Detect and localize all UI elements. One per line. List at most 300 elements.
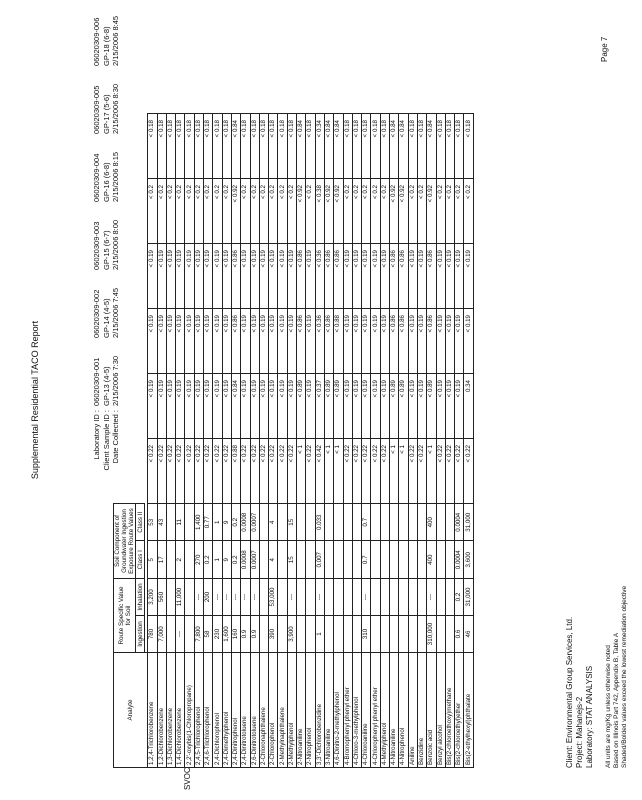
inhalation-cell: --- [231, 579, 240, 616]
ingestion-cell: 58 [204, 616, 213, 653]
result-cell: < 0.2 [408, 179, 417, 244]
result-cell: < 0.22 [445, 439, 454, 504]
result-cell: < 0.19 [417, 309, 426, 374]
class2-cell [185, 504, 194, 542]
result-cell: < 1 [324, 439, 333, 504]
footnote: Based on Illinois Part 742, Appendix B, Table A [613, 632, 620, 768]
inhalation-cell: 560 [157, 579, 166, 616]
result-cell: < 0.19 [204, 309, 213, 374]
result-cell: < 0.18 [343, 114, 352, 179]
result-cell: < 0.2 [371, 179, 380, 244]
result-cell: < 0.2 [306, 179, 315, 244]
ingestion-cell [259, 616, 268, 653]
analyte-cell: 1,3-Dichlorobenzene [166, 653, 175, 768]
ingestion-cell: 230 [213, 616, 222, 653]
date-label: Date Collected : [111, 410, 120, 464]
result-cell: < 0.22 [436, 439, 445, 504]
ingestion-cell [306, 616, 315, 653]
inhalation-cell [334, 579, 343, 616]
result-cell: < 0.22 [408, 439, 417, 504]
result-cell: < 0.2 [166, 179, 175, 244]
result-cell: < 0.19 [148, 244, 157, 309]
sample-id: GP-18 (6-8) [101, 26, 111, 66]
result-cell: < 0.2 [213, 179, 222, 244]
section-label: SVOC [183, 767, 192, 790]
table-row [213, 114, 222, 768]
result-cell: < 0.86 [390, 244, 399, 309]
result-cell: < 0.22 [269, 439, 278, 504]
analyte-cell: 2,2'-oxybis(1-Chloropropane) [185, 653, 194, 768]
class2-cell: 0.0008 [241, 504, 250, 542]
inhalation-cell [371, 579, 380, 616]
result-cell: < 0.86 [297, 309, 306, 374]
class1-cell: 0.7 [362, 541, 371, 579]
result-cell: < 0.2 [436, 179, 445, 244]
class2-cell: 11 [176, 504, 185, 542]
result-cell: < 0.19 [250, 244, 259, 309]
analyte-cell: 2-Chlorophenol [269, 653, 278, 768]
table-row [390, 114, 399, 768]
result-cell: < 0.19 [213, 309, 222, 374]
lab-id: 06020309-003 [92, 221, 101, 270]
ingestion-header: Ingestion [136, 616, 145, 653]
class2-cell [352, 504, 361, 542]
inhalation-cell: --- [315, 579, 324, 616]
analyte-cell: 3,3'-Dichlorobenzidine [315, 653, 324, 768]
analyte-cell: Bis(2-chloroethoxy)methane [445, 653, 454, 768]
ingestion-cell: 780 [148, 616, 157, 653]
ingestion-cell: 7,000 [157, 616, 166, 653]
table-row [315, 114, 324, 768]
class2-header: Class II [136, 504, 145, 542]
analyte-cell: 1,2-Dichlorobenzene [157, 653, 166, 768]
inhalation-cell [166, 579, 175, 616]
ingestion-cell [408, 616, 417, 653]
inhalation-cell [445, 579, 454, 616]
result-cell: < 0.18 [269, 114, 278, 179]
result-cell: < 1 [390, 439, 399, 504]
result-cell: < 0.89 [390, 374, 399, 439]
result-cell: < 0.2 [380, 179, 389, 244]
analyte-cell: 4-Nitrophenol [399, 653, 408, 768]
result-cell: < 0.19 [269, 309, 278, 374]
result-cell: < 0.2 [222, 179, 231, 244]
result-cell: < 0.22 [417, 439, 426, 504]
result-cell: < 0.18 [352, 114, 361, 179]
analyte-cell: 4-Nitroaniline [390, 653, 399, 768]
date-collected: 2/15/2006 7:45 [111, 287, 120, 338]
class1-cell [334, 541, 343, 579]
inhalation-cell [436, 579, 445, 616]
result-cell: < 0.86 [399, 244, 408, 309]
ingestion-cell: 1,600 [222, 616, 231, 653]
class1-cell [445, 541, 454, 579]
result-cell: < 0.19 [371, 244, 380, 309]
result-cell: < 0.19 [250, 374, 259, 439]
sample-id: GP-16 (6-8) [101, 162, 111, 202]
inhalation-cell [259, 579, 268, 616]
analyte-cell: Benzoic acid [427, 653, 436, 768]
class1-cell: 1 [213, 541, 222, 579]
sample-id: GP-15 (6-7) [101, 230, 111, 270]
inhalation-cell [297, 579, 306, 616]
analyte-cell: 4-Chloro-3-methylphenol [352, 653, 361, 768]
result-cell: < 0.19 [222, 244, 231, 309]
results-table [113, 113, 474, 768]
table-row [408, 114, 417, 768]
table-row [222, 114, 231, 768]
result-cell: < 0.89 [427, 374, 436, 439]
class2-cell [408, 504, 417, 542]
class1-cell [352, 541, 361, 579]
class2-cell [334, 504, 343, 542]
result-cell: < 0.19 [343, 244, 352, 309]
result-cell: < 0.22 [157, 439, 166, 504]
result-cell: < 0.2 [343, 179, 352, 244]
result-cell: < 0.22 [204, 439, 213, 504]
class2-cell: 400 [427, 504, 436, 542]
result-cell: < 0.92 [324, 179, 333, 244]
sample-id: GP-14 (4-5) [101, 298, 111, 338]
result-cell: < 0.18 [445, 114, 454, 179]
table-row [194, 114, 203, 768]
ingestion-cell: 390 [269, 616, 278, 653]
result-cell: < 0.19 [455, 309, 464, 374]
inhalation-cell: --- [222, 579, 231, 616]
result-cell: < 0.19 [194, 244, 203, 309]
class1-cell: 0.007 [315, 541, 324, 579]
lab-id-label: Laboratory ID : [92, 410, 101, 460]
result-cell: < 0.2 [362, 179, 371, 244]
result-cell: < 0.2 [417, 179, 426, 244]
table-row [362, 114, 371, 768]
route-specific-title: Route Specific Value [117, 586, 125, 645]
table-row [445, 114, 454, 768]
analyte-cell: 2,4-Dinitrotoluene [241, 653, 250, 768]
table-row [259, 114, 268, 768]
result-cell: < 0.89 [399, 374, 408, 439]
report-title: Supplemental Residential TACO Report [30, 320, 40, 480]
ingestion-cell [390, 616, 399, 653]
table-row [287, 114, 296, 768]
table-row [185, 114, 194, 768]
ingestion-cell: 0.9 [250, 616, 259, 653]
class2-cell [324, 504, 333, 542]
table-row [427, 114, 436, 768]
result-cell: < 0.19 [417, 244, 426, 309]
class2-cell: 0.7 [362, 504, 371, 542]
result-cell: < 0.86 [334, 244, 343, 309]
result-cell: < 0.42 [315, 439, 324, 504]
class2-cell [297, 504, 306, 542]
ingestion-cell: 0.9 [241, 616, 250, 653]
result-cell: < 0.2 [185, 179, 194, 244]
ingestion-cell [399, 616, 408, 653]
result-cell: < 0.2 [259, 179, 268, 244]
result-cell: < 1 [427, 439, 436, 504]
date-collected: 2/15/2006 8:15 [111, 151, 120, 202]
client-info [565, 617, 595, 768]
analyte-cell: 2,4-Dichlorophenol [213, 653, 222, 768]
ingestion-cell: 46 [464, 616, 473, 653]
result-cell: < 0.19 [287, 309, 296, 374]
result-cell: < 0.19 [352, 309, 361, 374]
ingestion-cell: 1 [315, 616, 324, 653]
result-cell: < 0.22 [464, 439, 473, 504]
result-cell: < 0.18 [204, 114, 213, 179]
result-cell: < 0.89 [297, 374, 306, 439]
class1-cell: 270 [194, 541, 203, 579]
result-cell: < 0.92 [297, 179, 306, 244]
ingestion-cell: 160 [231, 616, 240, 653]
result-cell: < 0.19 [464, 244, 473, 309]
result-cell: < 0.18 [250, 114, 259, 179]
ingestion-cell: --- [176, 616, 185, 653]
analyte-cell: 2,4,5-Trichlorophenol [194, 653, 203, 768]
table-row [380, 114, 389, 768]
result-cell: < 0.19 [306, 309, 315, 374]
result-cell: < 0.19 [445, 309, 454, 374]
result-cell: < 0.2 [148, 179, 157, 244]
inhalation-cell: --- [250, 579, 259, 616]
result-cell: < 0.19 [464, 309, 473, 374]
class1-cell [166, 541, 175, 579]
result-cell: < 1 [297, 439, 306, 504]
laboratory-line: Laboratory: STAT ANALYSIS [585, 665, 594, 768]
result-cell: < 0.92 [231, 179, 240, 244]
result-cell: < 0.19 [166, 244, 175, 309]
result-cell: < 0.84 [390, 114, 399, 179]
result-cell: < 0.19 [185, 374, 194, 439]
result-cell: < 0.22 [455, 439, 464, 504]
class2-cell: 0.0004 [455, 504, 464, 542]
class1-cell: 3,600 [464, 541, 473, 579]
table-row [417, 114, 426, 768]
inhalation-header: Inhalation [136, 579, 145, 616]
result-cell: < 0.19 [352, 374, 361, 439]
sample-id: GP-17 (5-6) [101, 94, 111, 134]
class1-cell [324, 541, 333, 579]
result-cell: < 0.22 [259, 439, 268, 504]
result-cell: < 0.18 [148, 114, 157, 179]
result-cell: < 0.19 [269, 244, 278, 309]
analyte-cell: 4-Chloroaniline [362, 653, 371, 768]
analyte-cell: 2-Nitrophenol [306, 653, 315, 768]
class2-cell: 31,000 [464, 504, 473, 542]
table-row [324, 114, 333, 768]
result-cell: < 0.2 [250, 179, 259, 244]
ingestion-cell [445, 616, 454, 653]
result-cell: < 0.18 [306, 114, 315, 179]
class1-cell [436, 541, 445, 579]
table-row [157, 114, 166, 768]
result-cell: < 0.2 [204, 179, 213, 244]
class1-cell [380, 541, 389, 579]
result-cell: < 0.19 [148, 374, 157, 439]
result-cell: < 0.18 [194, 114, 203, 179]
ingestion-cell: 310 [362, 616, 371, 653]
class1-cell [185, 541, 194, 579]
class2-cell: 1,400 [194, 504, 203, 542]
date-collected: 2/15/2006 8:30 [111, 83, 120, 134]
page-number: Page 7 [600, 36, 609, 62]
analyte-cell: 1,2,4-Trichlorobenzene [148, 653, 157, 768]
result-cell: < 0.19 [185, 309, 194, 374]
result-cell: < 0.19 [371, 374, 380, 439]
class1-cell [306, 541, 315, 579]
route-specific-header [114, 579, 136, 653]
ingestion-cell [324, 616, 333, 653]
class2-cell [380, 504, 389, 542]
class1-cell: 15 [287, 541, 296, 579]
inhalation-cell: --- [287, 579, 296, 616]
class2-cell [436, 504, 445, 542]
class2-cell: 0.77 [204, 504, 213, 542]
project-line: Project: Mahanejs-2 [575, 696, 584, 768]
result-cell: < 0.19 [176, 374, 185, 439]
analyte-cell: 1,4-Dichlorobenzene [176, 653, 185, 768]
ingestion-cell: 3,900 [287, 616, 296, 653]
ingestion-cell [380, 616, 389, 653]
result-cell: < 0.19 [259, 374, 268, 439]
result-cell: < 0.18 [436, 114, 445, 179]
result-cell: < 0.19 [213, 244, 222, 309]
inhalation-cell [408, 579, 417, 616]
inhalation-cell: 31,000 [464, 579, 473, 616]
result-cell: < 0.19 [380, 374, 389, 439]
analyte-cell: 2,4-Dinitrophenol [231, 653, 240, 768]
result-cell: < 0.86 [399, 309, 408, 374]
result-cell: < 0.19 [287, 374, 296, 439]
result-cell: < 0.18 [185, 114, 194, 179]
ingestion-cell [297, 616, 306, 653]
table-row [343, 114, 352, 768]
inhalation-cell [343, 579, 352, 616]
inhalation-cell [306, 579, 315, 616]
result-cell: < 0.19 [436, 244, 445, 309]
result-cell: < 0.84 [399, 114, 408, 179]
result-cell: < 0.34 [315, 114, 324, 179]
result-cell: < 0.19 [176, 309, 185, 374]
inhalation-cell: 200 [204, 579, 213, 616]
ingestion-cell [166, 616, 175, 653]
analyte-cell: 2-Chloronaphthalene [259, 653, 268, 768]
ingestion-cell [352, 616, 361, 653]
result-cell: < 0.19 [278, 244, 287, 309]
inhalation-cell [278, 579, 287, 616]
class1-cell [408, 541, 417, 579]
result-cell: < 0.18 [417, 114, 426, 179]
result-cell: < 0.2 [287, 179, 296, 244]
table-row [231, 114, 240, 768]
inhalation-cell [399, 579, 408, 616]
result-cell: < 0.37 [315, 374, 324, 439]
table-row [399, 114, 408, 768]
sample-id-label: Client Sample ID : [101, 410, 111, 471]
result-cell: < 0.86 [297, 244, 306, 309]
result-cell: < 0.19 [204, 244, 213, 309]
class2-cell: 4 [269, 504, 278, 542]
table-row [166, 114, 175, 768]
inhalation-cell: --- [213, 579, 222, 616]
result-cell: < 0.19 [408, 309, 417, 374]
class1-cell: 5 [148, 541, 157, 579]
result-cell: < 0.86 [231, 309, 240, 374]
class2-cell [399, 504, 408, 542]
soil-component-header: Soil Component of Groundwater Ingestion Exposure Route Values [114, 504, 136, 579]
result-cell: < 0.22 [380, 439, 389, 504]
class1-cell: 2 [176, 541, 185, 579]
result-cell: < 0.18 [241, 114, 250, 179]
footnote: All units are mg/Kg unless otherwise noted [605, 645, 612, 768]
inhalation-cell [380, 579, 389, 616]
result-cell: < 0.86 [324, 244, 333, 309]
class2-cell: 1 [213, 504, 222, 542]
result-cell: < 0.19 [352, 244, 361, 309]
route-specific-subtitle: for Soil [124, 605, 132, 626]
inhalation-cell [417, 579, 426, 616]
result-cell: < 0.19 [287, 244, 296, 309]
result-cell: < 0.22 [222, 439, 231, 504]
class1-header: Class I [136, 541, 145, 579]
result-cell: < 0.22 [185, 439, 194, 504]
analyte-cell: Bis(2-chloroethyl)ether [455, 653, 464, 768]
table-row [306, 114, 315, 768]
result-cell: < 0.19 [222, 374, 231, 439]
result-cell: < 0.84 [334, 114, 343, 179]
result-cell: < 0.19 [241, 244, 250, 309]
result-cell: < 1 [399, 439, 408, 504]
result-cell: < 0.18 [222, 114, 231, 179]
table-row [148, 114, 157, 768]
inhalation-cell: --- [194, 579, 203, 616]
result-cell: < 0.18 [408, 114, 417, 179]
result-cell: < 0.18 [166, 114, 175, 179]
result-cell: < 0.84 [231, 114, 240, 179]
result-cell: < 0.2 [157, 179, 166, 244]
class2-cell [278, 504, 287, 542]
result-cell: < 0.22 [250, 439, 259, 504]
result-cell: < 0.2 [241, 179, 250, 244]
result-cell: < 0.22 [213, 439, 222, 504]
lab-id: 06020309-002 [92, 289, 101, 338]
analyte-cell: Benzyl alcohol [436, 653, 445, 768]
table-row [250, 114, 259, 768]
result-cell: < 0.19 [380, 244, 389, 309]
result-cell: < 0.38 [315, 179, 324, 244]
table-row [297, 114, 306, 768]
result-cell: < 0.2 [194, 179, 203, 244]
result-cell: < 0.22 [362, 439, 371, 504]
class1-cell: 0.0008 [241, 541, 250, 579]
result-cell: < 0.22 [166, 439, 175, 504]
result-cell: < 0.19 [306, 374, 315, 439]
result-cell: < 0.2 [455, 179, 464, 244]
ingestion-cell: 7,800 [194, 616, 203, 653]
result-cell: < 0.88 [231, 439, 240, 504]
ingestion-cell [334, 616, 343, 653]
ingestion-cell [436, 616, 445, 653]
ingestion-cell [371, 616, 380, 653]
analyte-cell: 2-Methylnaphthalene [278, 653, 287, 768]
result-cell: < 0.22 [287, 439, 296, 504]
result-cell: < 0.22 [148, 439, 157, 504]
table-row [455, 114, 464, 768]
result-cell: < 0.86 [231, 244, 240, 309]
class1-cell [259, 541, 268, 579]
result-cell: < 0.19 [269, 374, 278, 439]
result-cell: < 0.19 [362, 309, 371, 374]
